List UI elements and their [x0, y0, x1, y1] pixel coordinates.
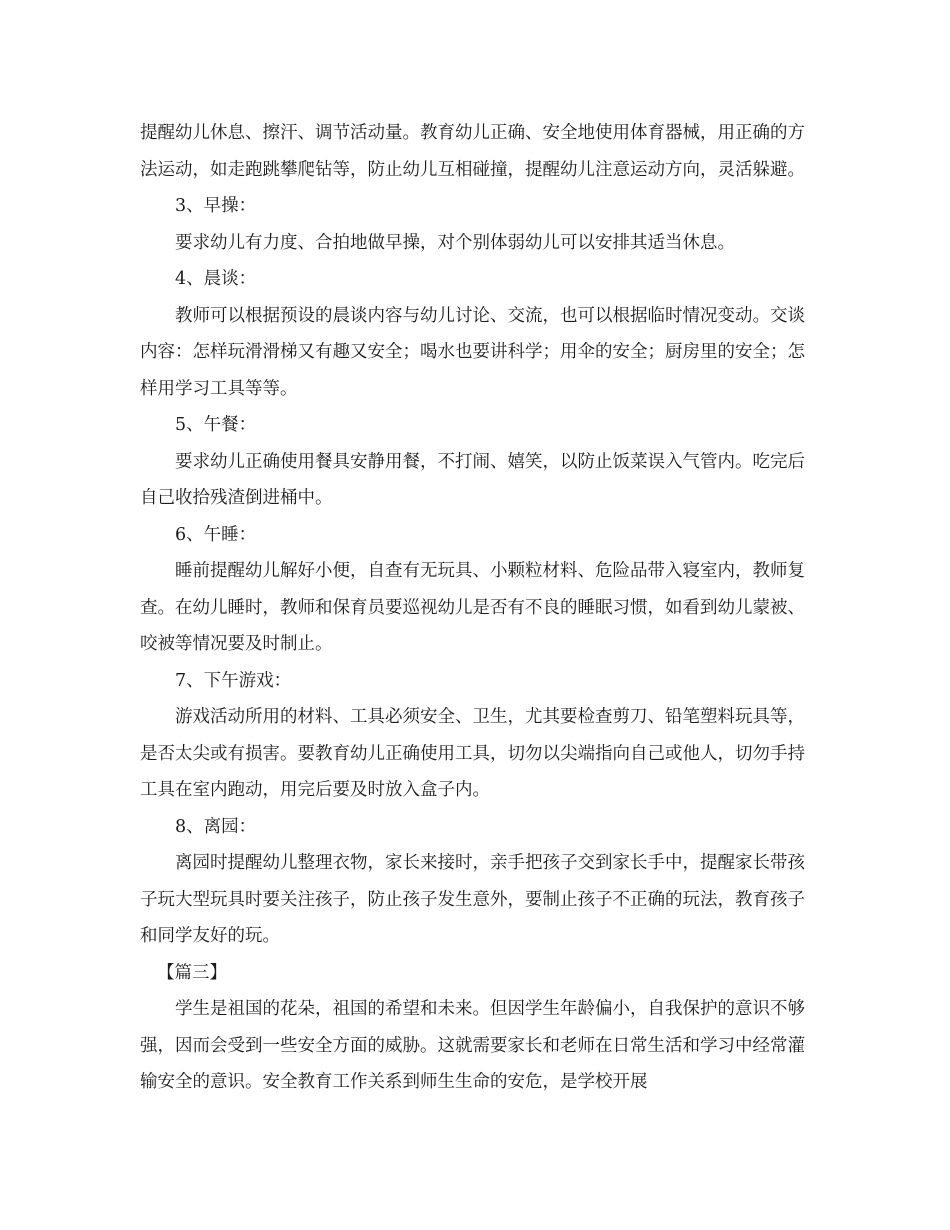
section-body-morning-exercise: 要求幼儿有力度、合拍地做早操，对个别体弱幼儿可以安排其适当休息。: [175, 232, 735, 253]
section-body-afternoon-games: 游戏活动所用的材料、工具必须安全、卫生，尤其要检查剪刀、铅笔塑料玩具等，是否太尖或有损害。要教育幼儿正确使用工具，切勿以尖端指向自己或他人，切勿手持工具在室内跑动，用完后要及时放入盒子内。: [140, 707, 805, 800]
section-heading-leaving: 8、离园：: [175, 816, 257, 837]
section-heading-morning-talk: 4、晨谈：: [175, 269, 257, 289]
section-body-leaving: 离园时提醒幼儿整理衣物，家长来接时，亲手把孩子交到家长手中，提醒家长带孩子玩大型玩具时要关注孩子，防止孩子发生意外，要制止孩子不正确的玩法，教育孩子和同学友好的玩。: [140, 853, 805, 946]
section-heading-nap: 6、午睡：: [175, 524, 257, 545]
intro-continued-paragraph: 提醒幼儿休息、擦汗、调节活动量。教育幼儿正确、安全地使用体育器械，用正确的方法运动，如走跑跳攀爬钻等，防止幼儿互相碰撞，提醒幼儿注意运动方向，灵活躲避。: [140, 123, 805, 180]
section-heading-lunch: 5、午餐：: [175, 415, 257, 435]
part3-title: 【篇三】: [157, 962, 227, 983]
section-body-nap: 睡前提醒幼儿解好小便，自查有无玩具、小颗粒材料、危险品带入寝室内，教师复查。在幼儿睡时，教师和保育员要巡视幼儿是否有不良的睡眠习惯，如看到幼儿蒙被、咬被等情况要及时制止。: [140, 561, 805, 654]
section-body-lunch: 要求幼儿正确使用餐具安静用餐，不打闹、嬉笑，以防止饭菜误入气管内。吃完后自己收拾残渣倒进桶中。: [140, 451, 805, 508]
section-heading-afternoon-games: 7、下午游戏：: [175, 670, 292, 691]
part3-body: 学生是祖国的花朵，祖国的希望和未来。但因学生年龄偏小，自我保护的意识不够强，因而会受到一些安全方面的威胁。这就需要家长和老师在日常生活和学习中经常灌输安全的意识。安全教育工作关系到师生生命的安危，是学校开展: [140, 999, 805, 1092]
section-body-morning-talk: 教师可以根据预设的晨谈内容与幼儿讨论、交流，也可以根据临时情况变动。交谈内容：怎样玩滑滑梯又有趣又安全；喝水也要讲科学；用伞的安全；厨房里的安全；怎样用学习工具等等。: [140, 305, 805, 399]
document-page: [140, 115, 805, 1101]
section-heading-morning-exercise: 3、早操：: [175, 196, 257, 216]
